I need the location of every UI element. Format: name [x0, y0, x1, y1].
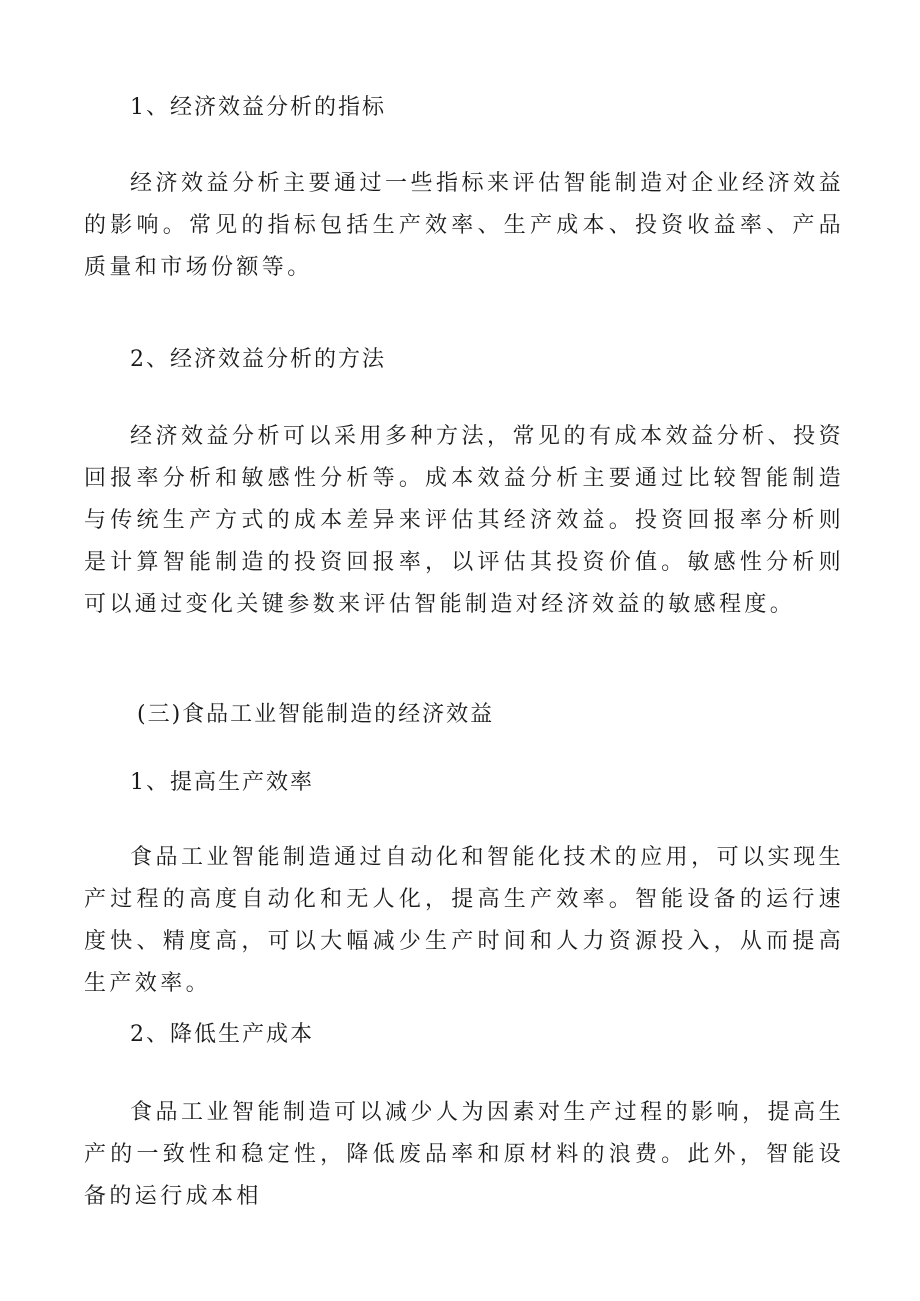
- section-heading-food-industry: (三)食品工业智能制造的经济效益: [137, 702, 495, 727]
- paragraph-methods: 经济效益分析可以采用多种方法，常见的有成本效益分析、投资回报率分析和敏感性分析等。成本效益分析主要通过比较智能制造与传统生产方式的成本差异来评估其经济效益。投资回报率分析则是计算智能制造的投资回报率，以评估其投资价值。敏感性分析则可以通过变化关键参数来评估智能制造对经济效益的敏感程度。: [84, 424, 844, 617]
- paragraph-indicators: 经济效益分析主要通过一些指标来评估智能制造对企业经济效益的影响。常见的指标包括生产效率、生产成本、投资收益率、产品质量和市场份额等。: [84, 171, 844, 280]
- subheading-methods: 2、经济效益分析的方法: [130, 347, 386, 372]
- subheading-indicators: 1、经济效益分析的指标: [130, 95, 386, 120]
- subheading-cost: 2、降低生产成本: [130, 1022, 314, 1047]
- paragraph-efficiency: 食品工业智能制造通过自动化和智能化技术的应用，可以实现生产过程的高度自动化和无人化，提高生产效率。智能设备的运行速度快、精度高，可以大幅减少生产时间和人力资源投入，从而提高生产效率。: [84, 845, 844, 996]
- paragraph-cost: 食品工业智能制造可以减少人为因素对生产过程的影响，提高生产的一致性和稳定性，降低废品率和原材料的浪费。此外，智能设备的运行成本相: [84, 1100, 844, 1209]
- subheading-efficiency: 1、提高生产效率: [130, 770, 314, 795]
